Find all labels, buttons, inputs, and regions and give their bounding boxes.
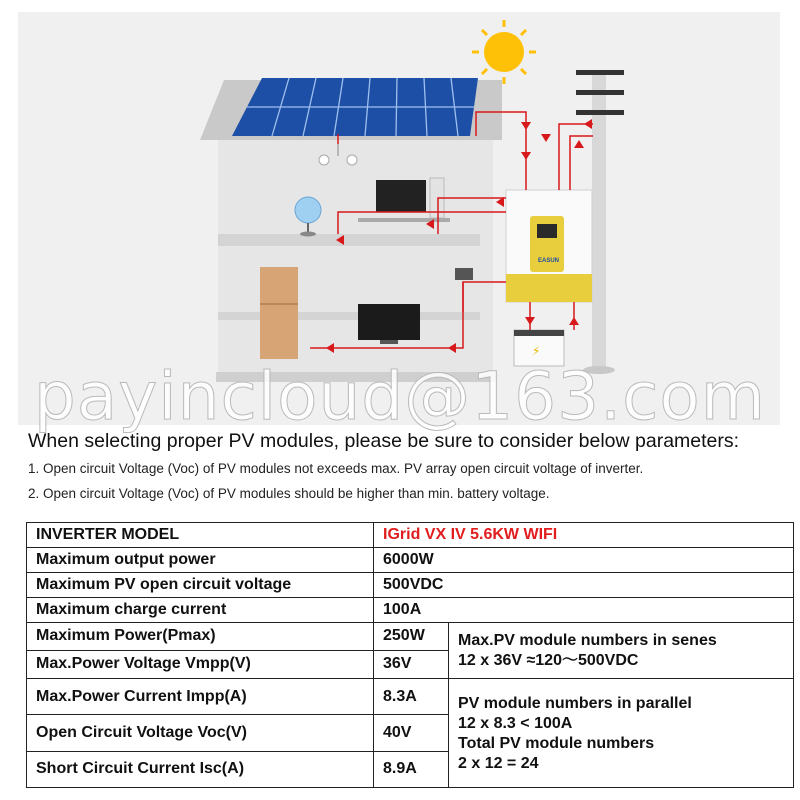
table-row <box>27 679 794 715</box>
row-label: Maximum Power(Pmax) <box>27 622 374 650</box>
table-row <box>27 572 794 597</box>
parallel-note-line-2: 12 x 8.3 < 100A <box>458 715 573 733</box>
row-label: Maximum PV open circuit voltage <box>27 572 374 597</box>
row-value: 250W <box>374 622 449 650</box>
parallel-note-line-3: Total PV module numbers <box>458 735 655 753</box>
parallel-note <box>449 679 794 788</box>
row-label: Max.Power Voltage Vmpp(V) <box>27 650 374 678</box>
row-label: Short Circuit Current Isc(A) <box>27 751 374 787</box>
row-value: 6000W <box>374 547 794 572</box>
svg-text:⚡: ⚡ <box>532 344 541 358</box>
spec-table <box>26 522 794 788</box>
parallel-note-line-4: 2 x 12 = 24 <box>458 755 539 773</box>
intro-line-2: 2. Open circuit Voltage (Voc) of PV modules should be higher than min. battery voltage. <box>28 486 550 501</box>
row-value: 500VDC <box>374 572 794 597</box>
row-label: Maximum charge current <box>27 597 374 622</box>
series-note-line-2: 12 x 36V ≈120～500VDC <box>458 652 639 670</box>
refrigerator-icon <box>260 267 298 359</box>
parallel-note-line-1: PV module numbers in parallel <box>458 695 692 713</box>
row-value: 8.9A <box>374 751 449 787</box>
row-label: Max.Power Current Impp(A) <box>27 679 374 715</box>
solar-panel-icon <box>232 78 478 136</box>
table-row <box>27 622 794 650</box>
inverter-brand: EASUN <box>538 258 560 264</box>
intro-section <box>28 430 788 511</box>
watermark: payincloud@163.com <box>33 358 767 435</box>
row-label: Open Circuit Voltage Voc(V) <box>27 715 374 751</box>
switch-box-icon <box>455 268 473 280</box>
series-note <box>449 622 794 678</box>
intro-title: When selecting proper PV modules, please be sure to consider below parameters: <box>28 430 740 452</box>
inverter-icon <box>506 190 592 302</box>
row-label: Maximum output power <box>27 547 374 572</box>
row-value: 100A <box>374 597 794 622</box>
row-value: 36V <box>374 650 449 678</box>
tv-icon <box>358 304 420 344</box>
row-label: INVERTER MODEL <box>27 523 374 548</box>
table-row <box>27 523 794 548</box>
row-value: 40V <box>374 715 449 751</box>
table-row <box>27 547 794 572</box>
intro-line-1: 1. Open circuit Voltage (Voc) of PV modules not exceeds max. PV array open circuit voltage of inverter. <box>28 461 644 476</box>
model-value: IGrid VX IV 5.6KW WIFI <box>374 523 794 548</box>
series-note-line-1: Max.PV module numbers in senes <box>458 632 717 650</box>
table-row <box>27 597 794 622</box>
row-value: 8.3A <box>374 679 449 715</box>
